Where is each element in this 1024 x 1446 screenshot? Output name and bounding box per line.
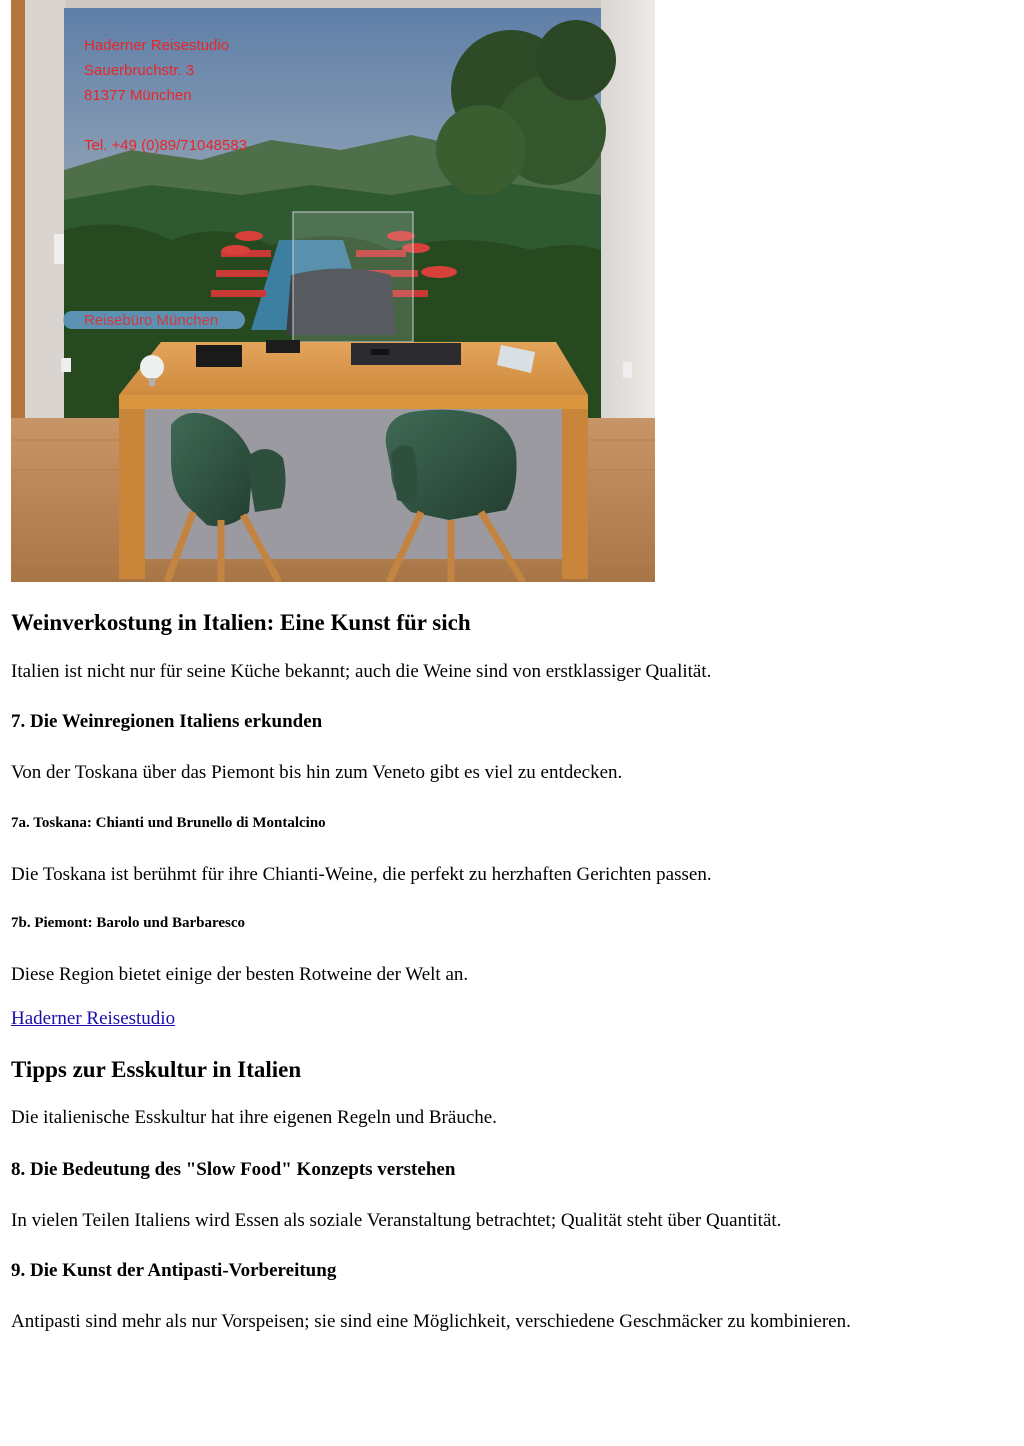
paragraph-wine-regions: Von der Toskana über das Piemont bis hin zum Veneto gibt es viel zu entdecken.	[11, 762, 623, 783]
overlay-business-name: Haderner Reisestudio	[84, 37, 230, 54]
paragraph-wine-intro: Italien ist nicht nur für seine Küche bekannt; auch die Weine sind von erstklassiger Qualität.	[11, 661, 712, 682]
heading-wine-tasting: Weinverkostung in Italien: Eine Kunst für sich	[11, 610, 471, 635]
overlay-street: Sauerbruchstr. 3	[84, 62, 195, 79]
heading-food-culture: Tipps zur Esskultur in Italien	[11, 1057, 302, 1082]
paragraph-tuscany: Die Toskana ist berühmt für ihre Chianti-Weine, die perfekt zu herzhaften Gerichten passen.	[11, 864, 712, 885]
heading-antipasti: 9. Die Kunst der Antipasti-Vorbereitung	[11, 1260, 337, 1281]
paragraph-slow-food: In vielen Teilen Italiens wird Essen als soziale Veranstaltung betrachtet; Qualität steht über Quantität.	[11, 1210, 782, 1231]
paragraph-piedmont: Diese Region bietet einige der besten Rotweine der Welt an.	[11, 964, 469, 985]
paragraph-food-culture: Die italienische Esskultur hat ihre eigenen Regeln und Bräuche.	[11, 1107, 497, 1128]
heading-slow-food: 8. Die Bedeutung des "Slow Food" Konzepts verstehen	[11, 1159, 456, 1180]
heading-tuscany: 7a. Toskana: Chianti und Brunello di Montalcino	[11, 815, 326, 831]
overlay-badge-text: Reisebüro München	[84, 312, 219, 329]
heading-wine-regions: 7. Die Weinregionen Italiens erkunden	[11, 711, 323, 732]
overlay-phone: Tel. +49 (0)89/71048583	[84, 137, 248, 154]
paragraph-antipasti: Antipasti sind mehr als nur Vorspeisen; sie sind eine Möglichkeit, verschiedene Geschmäcker zu kombinieren.	[11, 1311, 851, 1332]
heading-piedmont: 7b. Piemont: Barolo und Barbaresco	[11, 915, 246, 931]
overlay-city: 81377 München	[84, 87, 192, 104]
link-haderner-reisestudio[interactable]: Haderner Reisestudio	[11, 1008, 176, 1029]
